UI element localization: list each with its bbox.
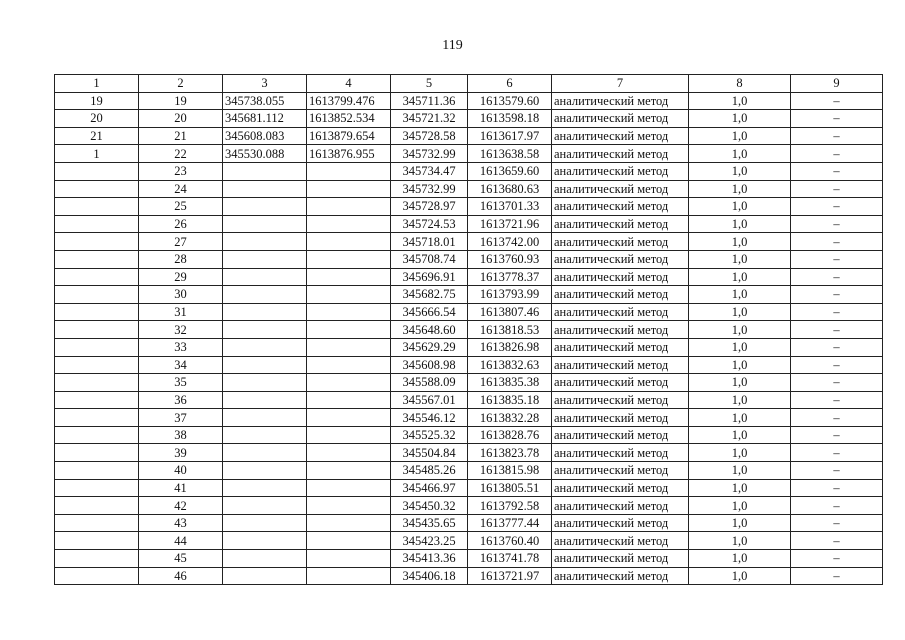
table-row: [55, 180, 883, 198]
cell-old-y: [307, 233, 391, 251]
cell-x-coordinate: 345466.97: [391, 479, 468, 497]
cell-method: аналитический метод: [552, 268, 689, 286]
cell-old-x: 345681.112: [223, 110, 307, 128]
cell-y-coordinate: 1613617.97: [468, 127, 552, 145]
cell-accuracy: 1,0: [689, 286, 791, 304]
cell-old-y: [307, 286, 391, 304]
cell-old-x: [223, 356, 307, 374]
table-row: [55, 391, 883, 409]
cell-y-coordinate: 1613835.18: [468, 391, 552, 409]
cell-accuracy: 1,0: [689, 250, 791, 268]
cell-point-number: 29: [139, 268, 223, 286]
cell-method: аналитический метод: [552, 356, 689, 374]
cell-old-x: [223, 268, 307, 286]
cell-y-coordinate: 1613638.58: [468, 145, 552, 163]
column-header-3: 3: [223, 75, 307, 93]
cell-accuracy: 1,0: [689, 321, 791, 339]
cell-accuracy: 1,0: [689, 497, 791, 515]
cell-old-point-number: [55, 567, 139, 585]
cell-x-coordinate: 345728.97: [391, 198, 468, 216]
cell-note: –: [791, 233, 883, 251]
cell-old-point-number: [55, 391, 139, 409]
cell-x-coordinate: 345525.32: [391, 426, 468, 444]
cell-old-x: [223, 409, 307, 427]
cell-note: –: [791, 426, 883, 444]
cell-y-coordinate: 1613659.60: [468, 162, 552, 180]
cell-method: аналитический метод: [552, 391, 689, 409]
cell-method: аналитический метод: [552, 286, 689, 304]
cell-old-y: [307, 514, 391, 532]
table-row: [55, 127, 883, 145]
cell-y-coordinate: 1613680.63: [468, 180, 552, 198]
cell-point-number: 23: [139, 162, 223, 180]
cell-old-x: [223, 444, 307, 462]
cell-x-coordinate: 345567.01: [391, 391, 468, 409]
cell-method: аналитический метод: [552, 215, 689, 233]
cell-method: аналитический метод: [552, 444, 689, 462]
cell-old-point-number: [55, 268, 139, 286]
cell-old-x: [223, 532, 307, 550]
cell-x-coordinate: 345406.18: [391, 567, 468, 585]
cell-old-point-number: [55, 356, 139, 374]
cell-x-coordinate: 345423.25: [391, 532, 468, 550]
cell-method: аналитический метод: [552, 92, 689, 110]
cell-y-coordinate: 1613792.58: [468, 497, 552, 515]
cell-x-coordinate: 345718.01: [391, 233, 468, 251]
table-row: [55, 321, 883, 339]
cell-method: аналитический метод: [552, 110, 689, 128]
table-row: [55, 110, 883, 128]
cell-x-coordinate: 345728.58: [391, 127, 468, 145]
cell-old-point-number: [55, 233, 139, 251]
cell-accuracy: 1,0: [689, 233, 791, 251]
table-row: [55, 514, 883, 532]
cell-old-x: [223, 162, 307, 180]
cell-x-coordinate: 345721.32: [391, 110, 468, 128]
cell-note: –: [791, 321, 883, 339]
cell-old-y: [307, 391, 391, 409]
cell-old-y: [307, 180, 391, 198]
cell-old-x: [223, 338, 307, 356]
cell-point-number: 36: [139, 391, 223, 409]
cell-old-y: [307, 550, 391, 568]
cell-old-point-number: [55, 374, 139, 392]
cell-old-point-number: 19: [55, 92, 139, 110]
cell-y-coordinate: 1613742.00: [468, 233, 552, 251]
cell-y-coordinate: 1613778.37: [468, 268, 552, 286]
cell-x-coordinate: 345708.74: [391, 250, 468, 268]
column-header-8: 8: [689, 75, 791, 93]
cell-note: –: [791, 338, 883, 356]
table-row: [55, 215, 883, 233]
cell-method: аналитический метод: [552, 532, 689, 550]
cell-old-x: [223, 567, 307, 585]
cell-method: аналитический метод: [552, 250, 689, 268]
cell-point-number: 38: [139, 426, 223, 444]
cell-old-x: [223, 215, 307, 233]
cell-note: –: [791, 145, 883, 163]
column-header-5: 5: [391, 75, 468, 93]
cell-point-number: 31: [139, 303, 223, 321]
table-row: [55, 92, 883, 110]
cell-accuracy: 1,0: [689, 198, 791, 216]
cell-method: аналитический метод: [552, 162, 689, 180]
cell-note: –: [791, 391, 883, 409]
cell-point-number: 28: [139, 250, 223, 268]
cell-old-point-number: [55, 215, 139, 233]
cell-point-number: 35: [139, 374, 223, 392]
table-row: [55, 338, 883, 356]
cell-old-y: [307, 268, 391, 286]
cell-method: аналитический метод: [552, 303, 689, 321]
cell-old-y: [307, 374, 391, 392]
cell-old-y: [307, 356, 391, 374]
cell-accuracy: 1,0: [689, 162, 791, 180]
cell-note: –: [791, 356, 883, 374]
cell-old-y: [307, 462, 391, 480]
cell-note: –: [791, 110, 883, 128]
cell-old-point-number: 21: [55, 127, 139, 145]
cell-y-coordinate: 1613807.46: [468, 303, 552, 321]
cell-accuracy: 1,0: [689, 303, 791, 321]
cell-old-x: 345608.083: [223, 127, 307, 145]
cell-method: аналитический метод: [552, 550, 689, 568]
cell-method: аналитический метод: [552, 180, 689, 198]
cell-point-number: 19: [139, 92, 223, 110]
cell-x-coordinate: 345732.99: [391, 180, 468, 198]
table-row: [55, 162, 883, 180]
cell-method: аналитический метод: [552, 321, 689, 339]
cell-x-coordinate: 345648.60: [391, 321, 468, 339]
cell-accuracy: 1,0: [689, 550, 791, 568]
cell-old-x: 345530.088: [223, 145, 307, 163]
column-header-9: 9: [791, 75, 883, 93]
cell-x-coordinate: 345724.53: [391, 215, 468, 233]
cell-old-point-number: [55, 162, 139, 180]
cell-old-x: [223, 180, 307, 198]
cell-y-coordinate: 1613815.98: [468, 462, 552, 480]
cell-old-y: [307, 479, 391, 497]
cell-old-x: [223, 250, 307, 268]
cell-x-coordinate: 345435.65: [391, 514, 468, 532]
cell-note: –: [791, 92, 883, 110]
table-row: [55, 250, 883, 268]
cell-old-y: [307, 250, 391, 268]
cell-note: –: [791, 479, 883, 497]
cell-old-point-number: [55, 514, 139, 532]
cell-old-y: 1613876.955: [307, 145, 391, 163]
cell-old-point-number: [55, 198, 139, 216]
cell-old-y: [307, 426, 391, 444]
table-header-row: [55, 75, 883, 93]
cell-method: аналитический метод: [552, 409, 689, 427]
cell-point-number: 46: [139, 567, 223, 585]
cell-method: аналитический метод: [552, 198, 689, 216]
cell-old-point-number: [55, 426, 139, 444]
cell-note: –: [791, 532, 883, 550]
table-body: [55, 92, 883, 585]
cell-old-point-number: [55, 479, 139, 497]
cell-note: –: [791, 286, 883, 304]
coordinates-table: [54, 74, 883, 585]
cell-note: –: [791, 127, 883, 145]
column-header-1: 1: [55, 75, 139, 93]
cell-y-coordinate: 1613818.53: [468, 321, 552, 339]
cell-old-point-number: [55, 303, 139, 321]
cell-x-coordinate: 345682.75: [391, 286, 468, 304]
cell-point-number: 43: [139, 514, 223, 532]
cell-method: аналитический метод: [552, 479, 689, 497]
cell-note: –: [791, 303, 883, 321]
table-row: [55, 286, 883, 304]
cell-old-y: [307, 198, 391, 216]
cell-old-point-number: [55, 180, 139, 198]
cell-y-coordinate: 1613741.78: [468, 550, 552, 568]
cell-old-y: [307, 321, 391, 339]
cell-method: аналитический метод: [552, 233, 689, 251]
cell-point-number: 42: [139, 497, 223, 515]
cell-old-y: [307, 444, 391, 462]
table-row: [55, 303, 883, 321]
cell-accuracy: 1,0: [689, 532, 791, 550]
cell-point-number: 24: [139, 180, 223, 198]
cell-y-coordinate: 1613835.38: [468, 374, 552, 392]
column-header-4: 4: [307, 75, 391, 93]
cell-y-coordinate: 1613805.51: [468, 479, 552, 497]
cell-old-y: 1613879.654: [307, 127, 391, 145]
cell-accuracy: 1,0: [689, 127, 791, 145]
table-row: [55, 497, 883, 515]
cell-point-number: 33: [139, 338, 223, 356]
table-row: [55, 374, 883, 392]
table-row: [55, 532, 883, 550]
cell-y-coordinate: 1613832.28: [468, 409, 552, 427]
cell-method: аналитический метод: [552, 462, 689, 480]
cell-old-x: [223, 462, 307, 480]
cell-accuracy: 1,0: [689, 145, 791, 163]
cell-accuracy: 1,0: [689, 426, 791, 444]
cell-method: аналитический метод: [552, 426, 689, 444]
cell-point-number: 39: [139, 444, 223, 462]
cell-old-x: [223, 321, 307, 339]
page-number: 119: [442, 38, 463, 53]
cell-point-number: 34: [139, 356, 223, 374]
table-row: [55, 268, 883, 286]
cell-point-number: 25: [139, 198, 223, 216]
cell-point-number: 27: [139, 233, 223, 251]
cell-point-number: 37: [139, 409, 223, 427]
cell-old-x: [223, 550, 307, 568]
cell-method: аналитический метод: [552, 338, 689, 356]
cell-method: аналитический метод: [552, 127, 689, 145]
cell-note: –: [791, 198, 883, 216]
cell-x-coordinate: 345546.12: [391, 409, 468, 427]
table-row: [55, 356, 883, 374]
cell-accuracy: 1,0: [689, 110, 791, 128]
cell-x-coordinate: 345450.32: [391, 497, 468, 515]
cell-method: аналитический метод: [552, 567, 689, 585]
table-row: [55, 198, 883, 216]
cell-point-number: 26: [139, 215, 223, 233]
cell-old-y: [307, 532, 391, 550]
cell-x-coordinate: 345588.09: [391, 374, 468, 392]
cell-old-x: [223, 426, 307, 444]
cell-accuracy: 1,0: [689, 567, 791, 585]
cell-note: –: [791, 550, 883, 568]
cell-old-point-number: [55, 550, 139, 568]
cell-point-number: 20: [139, 110, 223, 128]
cell-accuracy: 1,0: [689, 374, 791, 392]
cell-old-x: [223, 286, 307, 304]
cell-point-number: 30: [139, 286, 223, 304]
cell-y-coordinate: 1613793.99: [468, 286, 552, 304]
cell-point-number: 22: [139, 145, 223, 163]
cell-y-coordinate: 1613777.44: [468, 514, 552, 532]
cell-old-x: [223, 514, 307, 532]
cell-y-coordinate: 1613701.33: [468, 198, 552, 216]
cell-y-coordinate: 1613760.40: [468, 532, 552, 550]
cell-note: –: [791, 374, 883, 392]
cell-old-y: [307, 338, 391, 356]
cell-accuracy: 1,0: [689, 215, 791, 233]
cell-note: –: [791, 409, 883, 427]
cell-old-y: 1613799.476: [307, 92, 391, 110]
cell-old-point-number: [55, 286, 139, 304]
cell-accuracy: 1,0: [689, 92, 791, 110]
table-row: [55, 426, 883, 444]
cell-note: –: [791, 497, 883, 515]
cell-point-number: 21: [139, 127, 223, 145]
cell-method: аналитический метод: [552, 374, 689, 392]
cell-note: –: [791, 180, 883, 198]
cell-x-coordinate: 345734.47: [391, 162, 468, 180]
cell-note: –: [791, 215, 883, 233]
cell-old-y: [307, 215, 391, 233]
cell-point-number: 40: [139, 462, 223, 480]
cell-x-coordinate: 345666.54: [391, 303, 468, 321]
cell-old-point-number: 20: [55, 110, 139, 128]
cell-old-y: [307, 162, 391, 180]
table-row: [55, 479, 883, 497]
cell-method: аналитический метод: [552, 497, 689, 515]
cell-old-y: [307, 567, 391, 585]
column-header-2: 2: [139, 75, 223, 93]
cell-old-point-number: 1: [55, 145, 139, 163]
cell-old-point-number: [55, 497, 139, 515]
cell-old-point-number: [55, 338, 139, 356]
cell-y-coordinate: 1613823.78: [468, 444, 552, 462]
cell-note: –: [791, 462, 883, 480]
cell-old-point-number: [55, 250, 139, 268]
cell-old-point-number: [55, 409, 139, 427]
cell-accuracy: 1,0: [689, 479, 791, 497]
cell-note: –: [791, 162, 883, 180]
table-row: [55, 567, 883, 585]
cell-accuracy: 1,0: [689, 462, 791, 480]
cell-accuracy: 1,0: [689, 338, 791, 356]
cell-old-point-number: [55, 321, 139, 339]
cell-y-coordinate: 1613826.98: [468, 338, 552, 356]
cell-x-coordinate: 345732.99: [391, 145, 468, 163]
cell-x-coordinate: 345504.84: [391, 444, 468, 462]
table-row: [55, 145, 883, 163]
cell-x-coordinate: 345413.36: [391, 550, 468, 568]
cell-note: –: [791, 268, 883, 286]
cell-x-coordinate: 345608.98: [391, 356, 468, 374]
cell-accuracy: 1,0: [689, 180, 791, 198]
cell-old-point-number: [55, 462, 139, 480]
cell-note: –: [791, 250, 883, 268]
cell-x-coordinate: 345485.26: [391, 462, 468, 480]
cell-y-coordinate: 1613721.97: [468, 567, 552, 585]
cell-old-x: [223, 303, 307, 321]
cell-old-y: [307, 409, 391, 427]
cell-note: –: [791, 444, 883, 462]
cell-accuracy: 1,0: [689, 356, 791, 374]
cell-method: аналитический метод: [552, 514, 689, 532]
table-row: [55, 233, 883, 251]
cell-y-coordinate: 1613828.76: [468, 426, 552, 444]
cell-y-coordinate: 1613832.63: [468, 356, 552, 374]
cell-old-y: [307, 497, 391, 515]
cell-x-coordinate: 345696.91: [391, 268, 468, 286]
cell-accuracy: 1,0: [689, 391, 791, 409]
cell-accuracy: 1,0: [689, 514, 791, 532]
table-row: [55, 409, 883, 427]
table-row: [55, 462, 883, 480]
cell-old-x: [223, 497, 307, 515]
cell-y-coordinate: 1613579.60: [468, 92, 552, 110]
cell-accuracy: 1,0: [689, 444, 791, 462]
cell-accuracy: 1,0: [689, 409, 791, 427]
cell-accuracy: 1,0: [689, 268, 791, 286]
cell-y-coordinate: 1613760.93: [468, 250, 552, 268]
cell-old-x: [223, 391, 307, 409]
cell-old-x: [223, 374, 307, 392]
cell-old-y: 1613852.534: [307, 110, 391, 128]
cell-point-number: 32: [139, 321, 223, 339]
cell-y-coordinate: 1613721.96: [468, 215, 552, 233]
table-row: [55, 444, 883, 462]
table-row: [55, 550, 883, 568]
cell-method: аналитический метод: [552, 145, 689, 163]
cell-point-number: 45: [139, 550, 223, 568]
cell-old-x: [223, 233, 307, 251]
cell-old-x: [223, 198, 307, 216]
cell-note: –: [791, 567, 883, 585]
column-header-6: 6: [468, 75, 552, 93]
cell-x-coordinate: 345711.36: [391, 92, 468, 110]
cell-y-coordinate: 1613598.18: [468, 110, 552, 128]
cell-old-point-number: [55, 532, 139, 550]
cell-old-x: [223, 479, 307, 497]
cell-old-x: 345738.055: [223, 92, 307, 110]
cell-x-coordinate: 345629.29: [391, 338, 468, 356]
cell-point-number: 44: [139, 532, 223, 550]
cell-point-number: 41: [139, 479, 223, 497]
cell-note: –: [791, 514, 883, 532]
cell-old-y: [307, 303, 391, 321]
column-header-7: 7: [552, 75, 689, 93]
cell-old-point-number: [55, 444, 139, 462]
